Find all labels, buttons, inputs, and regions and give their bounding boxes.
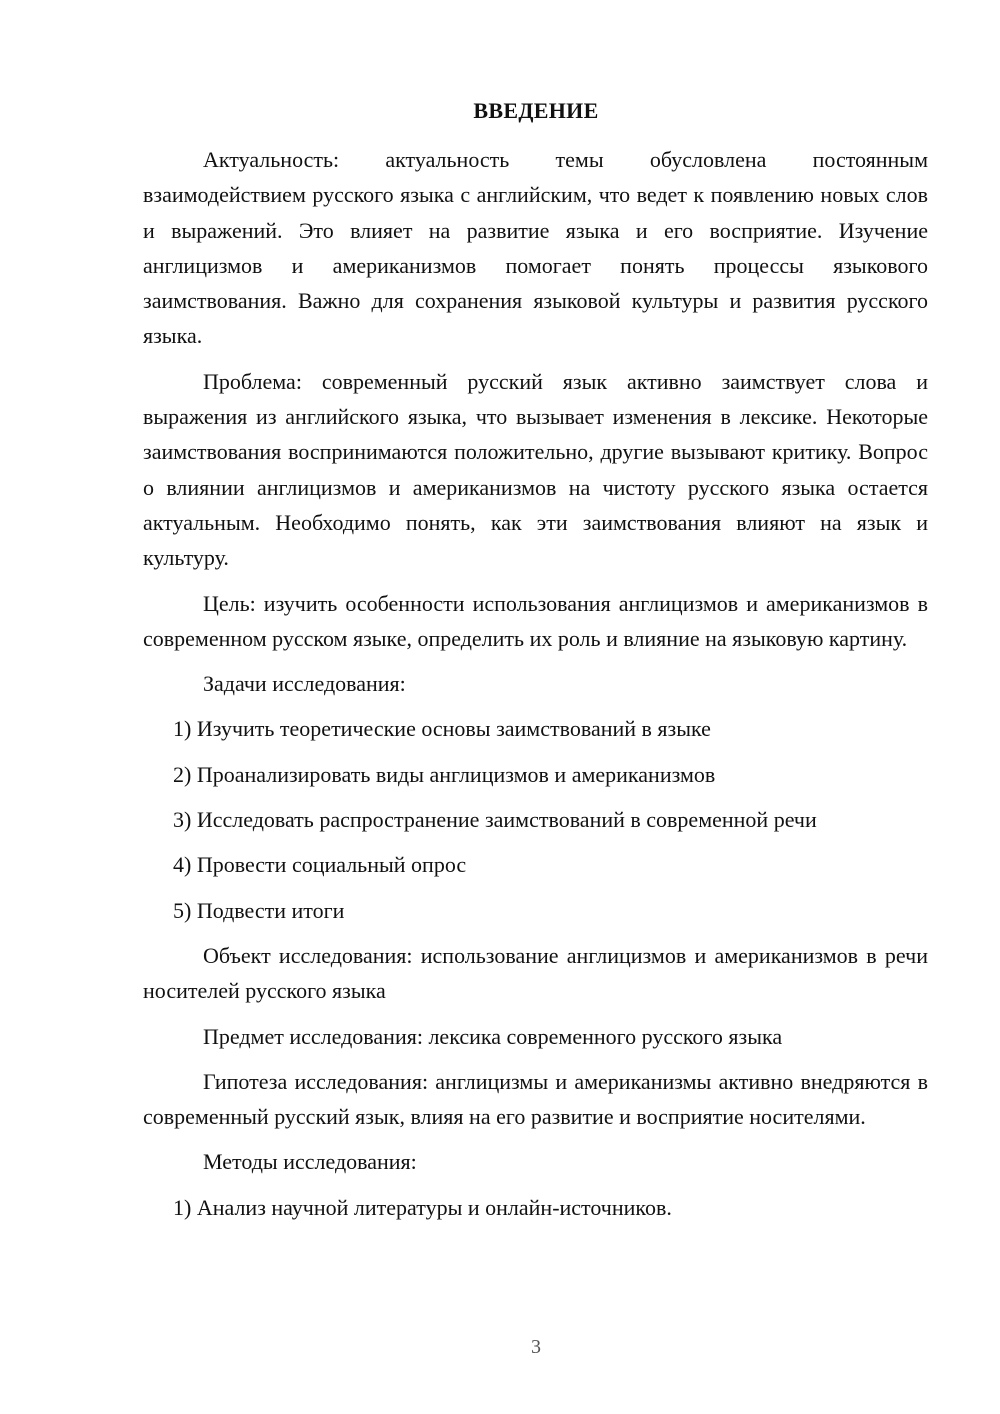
paragraph-object: Объект исследования: использование англицизмов и американизмов в речи носителей русского языка <box>143 942 928 1004</box>
paragraph-hypothesis: Гипотеза исследования: англицизмы и американизмы активно внедряются в современный русский язык, влияя на его развитие и восприятие носителями. <box>143 1068 928 1130</box>
methods-list <box>143 1190 928 1225</box>
list-item: 5) Подвести итоги <box>173 897 345 923</box>
page-number: 3 <box>531 1336 541 1358</box>
document-body <box>143 142 928 1235</box>
list-item: 1) Анализ научной литературы и онлайн-источников. <box>173 1194 672 1220</box>
list-item: 3) Исследовать распространение заимствований в современной речи <box>173 807 817 833</box>
list-item: 4) Провести социальный опрос <box>173 852 467 878</box>
list-item: 1) Изучить теоретические основы заимствований в языке <box>173 716 711 742</box>
paragraph-problem: Проблема: современный русский язык активно заимствует слова и выражения из английского языка, что вызывает изменения в лексике. Некоторые заимствования воспринимаются положительно, другие вызывают критику. Вопрос о влиянии англицизмов и американизмов на чистоту русского языка остается актуальным. Необходимо понять, как эти заимствования влияют на язык и культуру. <box>143 368 928 571</box>
list-item: 2) Проанализировать виды англицизмов и американизмов <box>173 761 716 787</box>
page-title: ВВЕДЕНИЕ <box>473 98 599 123</box>
methods-heading: Методы исследования: <box>203 1149 417 1175</box>
tasks-list <box>143 711 928 927</box>
paragraph-subject: Предмет исследования: лексика современного русского языка <box>203 1023 783 1049</box>
paragraph-goal: Цель: изучить особенности использования англицизмов и американизмов в современном русском языке, определить их роль и влияние на языковую картину. <box>143 590 928 651</box>
tasks-heading: Задачи исследования: <box>203 671 406 697</box>
paragraph-relevance: Актуальность: актуальность темы обусловлена постоянным взаимодействием русского языка с английским, что ведет к появлению новых слов и выражений. Это влияет на развитие языка и его восприятие. Изучение англицизмов и американизмов помогает понять процессы языкового заимствования. Важно для сохранения языковой культуры и развития русского языка. <box>143 147 928 349</box>
